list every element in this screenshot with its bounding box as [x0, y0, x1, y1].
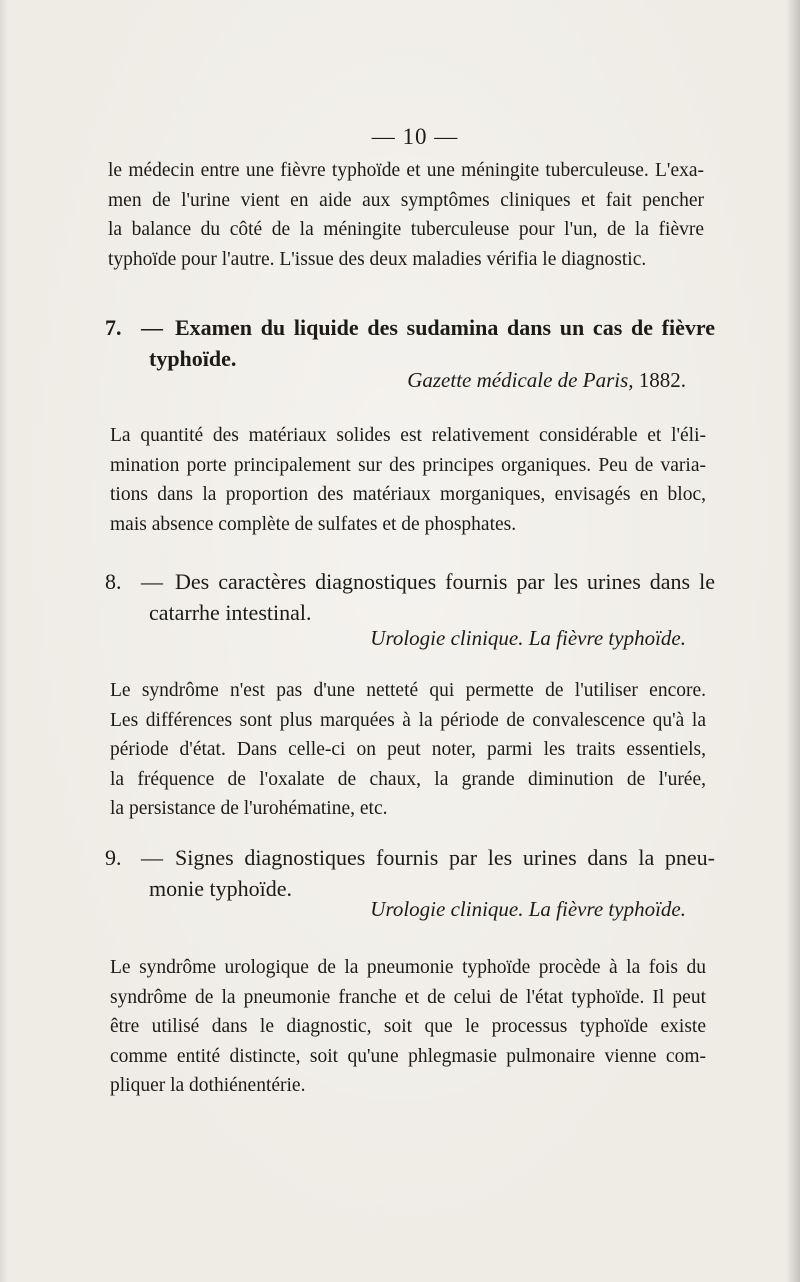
text-line: mais absence complète de sulfates et de phosphates.: [110, 513, 517, 535]
entry-7-source: [407, 368, 686, 393]
text-line: Le syndrôme n'est pas d'une netteté qui permette de l'utiliser encore.: [110, 680, 706, 701]
entry-dash: —: [141, 845, 163, 870]
text-line: syndrôme de la pneumonie franche et de celui de l'état typhoïde. Il peut: [110, 986, 706, 1008]
source-title: Gazette médicale de Paris,: [407, 368, 634, 392]
page-number: — 10 —: [371, 124, 459, 149]
text-line: comme entité distincte, soit qu'une phlegmasie pulmonaire vienne com-: [110, 1045, 706, 1067]
page-right-shadow: [786, 0, 800, 1282]
entry-title: Des caractères diagnostiques fournis par les urines dans le: [175, 569, 715, 594]
entry-title-continuation: typhoïde.: [149, 346, 237, 371]
entry-9-heading: [105, 842, 715, 904]
entry-8-summary: [110, 676, 706, 824]
entry-title-continuation: monie typhoïde.: [149, 876, 292, 901]
source-title: Urologie clinique. La fièvre typhoïde.: [370, 897, 686, 921]
source-year: 1882.: [638, 368, 686, 392]
entry-title-line: [105, 566, 715, 597]
text-line: mination porte principalement sur des principes organiques. Peu de varia-: [110, 454, 706, 476]
text-line: men de l'urine vient en aide aux symptômes cliniques et fait pencher: [108, 189, 704, 211]
entry-title: Examen du liquide des sudamina dans un cas de fièvre: [175, 315, 715, 340]
entry-number: 8.: [105, 569, 122, 594]
entry-title-line: [105, 842, 715, 873]
page-left-shadow: [0, 0, 8, 1282]
text-line: Le syndrôme urologique de la pneumonie typhoïde procède à la fois du: [110, 957, 706, 978]
entry-number: 9.: [105, 845, 122, 870]
entry-7-summary: [110, 421, 706, 539]
text-line: la balance du côté de la méningite tuberculeuse pour l'un, de la fièvre: [108, 219, 704, 240]
entry-number: 7.: [105, 315, 122, 340]
entry-7-heading: [105, 312, 715, 374]
entry-dash: —: [141, 569, 163, 594]
text-line: pliquer la dothiénentérie.: [110, 1075, 306, 1096]
text-line: être utilisé dans le diagnostic, soit que le processus typhoïde existe: [110, 1016, 706, 1037]
source-title: Urologie clinique. La fièvre typhoïde.: [370, 626, 686, 650]
entry-title: Signes diagnostiques fournis par les urines dans la pneu-: [175, 845, 715, 870]
text-line: période d'état. Dans celle-ci on peut noter, parmi les traits essentiels,: [110, 739, 706, 760]
text-line: La quantité des matériaux solides est relativement considérable et l'éli-: [110, 425, 706, 446]
entry-dash: —: [141, 315, 163, 340]
entry-title-continuation: catarrhe intestinal.: [149, 600, 312, 625]
text-line: typhoïde pour l'autre. L'issue des deux maladies vérifia le diagnostic.: [108, 248, 647, 270]
text-line: le médecin entre une fièvre typhoïde et une méningite tuberculeuse. L'exa-: [108, 160, 704, 181]
text-line: la persistance de l'urohématine, etc.: [110, 798, 388, 819]
entry-8-source: [370, 626, 686, 651]
entry-title-line: [105, 312, 715, 343]
text-line: Les différences sont plus marquées à la période de convalescence qu'à la: [110, 709, 706, 731]
entry-9-source: [370, 897, 686, 922]
intro-paragraph: [108, 156, 704, 274]
entry-8-heading: [105, 566, 715, 628]
entry-9-summary: [110, 953, 706, 1101]
text-line: tions dans la proportion des matériaux morganiques, envisagés en bloc,: [110, 484, 706, 505]
text-line: la fréquence de l'oxalate de chaux, la grande diminution de l'urée,: [110, 768, 706, 790]
